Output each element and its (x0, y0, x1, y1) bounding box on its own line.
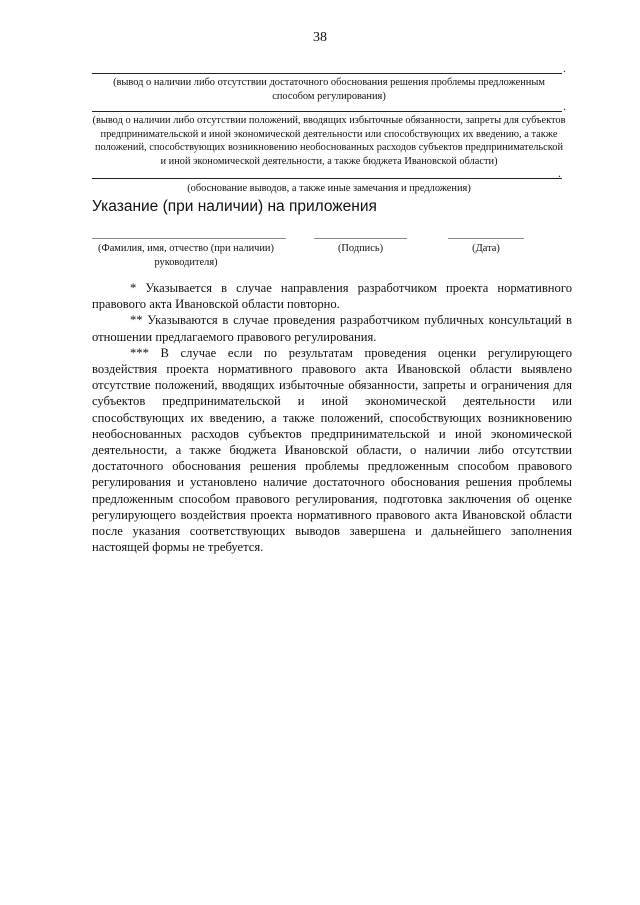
fill-line-conclusion-1[interactable] (92, 73, 562, 74)
date-label: (Дата) (472, 243, 500, 254)
signature-label: (Подпись) (337, 243, 384, 254)
attachments-heading: Указание (при наличии) на приложения (92, 198, 377, 215)
line-end-dot: . (563, 99, 566, 113)
name-label-line2: руководителя) (154, 256, 218, 268)
fill-line-justification[interactable] (92, 178, 562, 179)
signature-line[interactable] (314, 238, 407, 239)
footnote-3: *** В случае если по результатам проведения оценки регулирующего воздействия проекта нормативного правового акта Ивановской области выявлено отсутствие положений, вводящих избыточные обязанности, запреты и ограничения для субъектов предпринимательской и иной экономической деятельности или способствующих их введению, а также положений, способствующих возникновению необоснованных расходов субъектов предпринимательской и иной экономической деятельности, а также бюджета Ивановской области, о наличии либо отсутствии достаточного обоснования решения проблемы предложенным способом правового регулирования и установлено наличие достаточного обоснования решения проблемы предложенным способом правового регулирования, подготовка заключения об оценке регулирующего воздействия проекта нормативного правового акта Ивановской области после указания соответствующих выводов завершена и дальнейшего заполнения настоящей формы не требуется. (92, 345, 572, 555)
date-line[interactable] (448, 238, 524, 239)
name-label (80, 242, 292, 269)
caption-justification-conclusion: (вывод о наличии либо отсутствии достаточного обоснования решения проблемы предложенным способом регулирования) (113, 77, 545, 102)
caption-excessive-obligations-conclusion: (вывод о наличии либо отсутствии положений, вводящих избыточные обязанности, запреты для субъектов предпринимательской и иной экономической деятельности или способствующих их введению, а также положений, способствующих возникновению необоснованных расходов субъектов предпринимательской и иной экономической деятельности, а также бюджета Ивановской области) (92, 115, 566, 167)
name-label-line1: (Фамилия, имя, отчество (при наличии) (98, 243, 274, 254)
footnote-2: ** Указываются в случае проведения разработчиком публичных консультаций в отношении предлагаемого правового регулирования. (92, 313, 572, 344)
fill-line-conclusion-2[interactable] (92, 111, 562, 112)
caption-justification-remarks: (обоснование выводов, а также иные замечания и предложения) (187, 183, 471, 194)
footnotes (92, 280, 572, 555)
line-end-dot: . (563, 61, 566, 75)
name-signature-line[interactable] (92, 238, 286, 239)
line-end-dot: . (558, 166, 561, 180)
page-number: 38 (313, 30, 327, 45)
footnote-1: * Указывается в случае направления разработчиком проекта нормативного правового акта Ивановской области повторно. (92, 281, 572, 312)
